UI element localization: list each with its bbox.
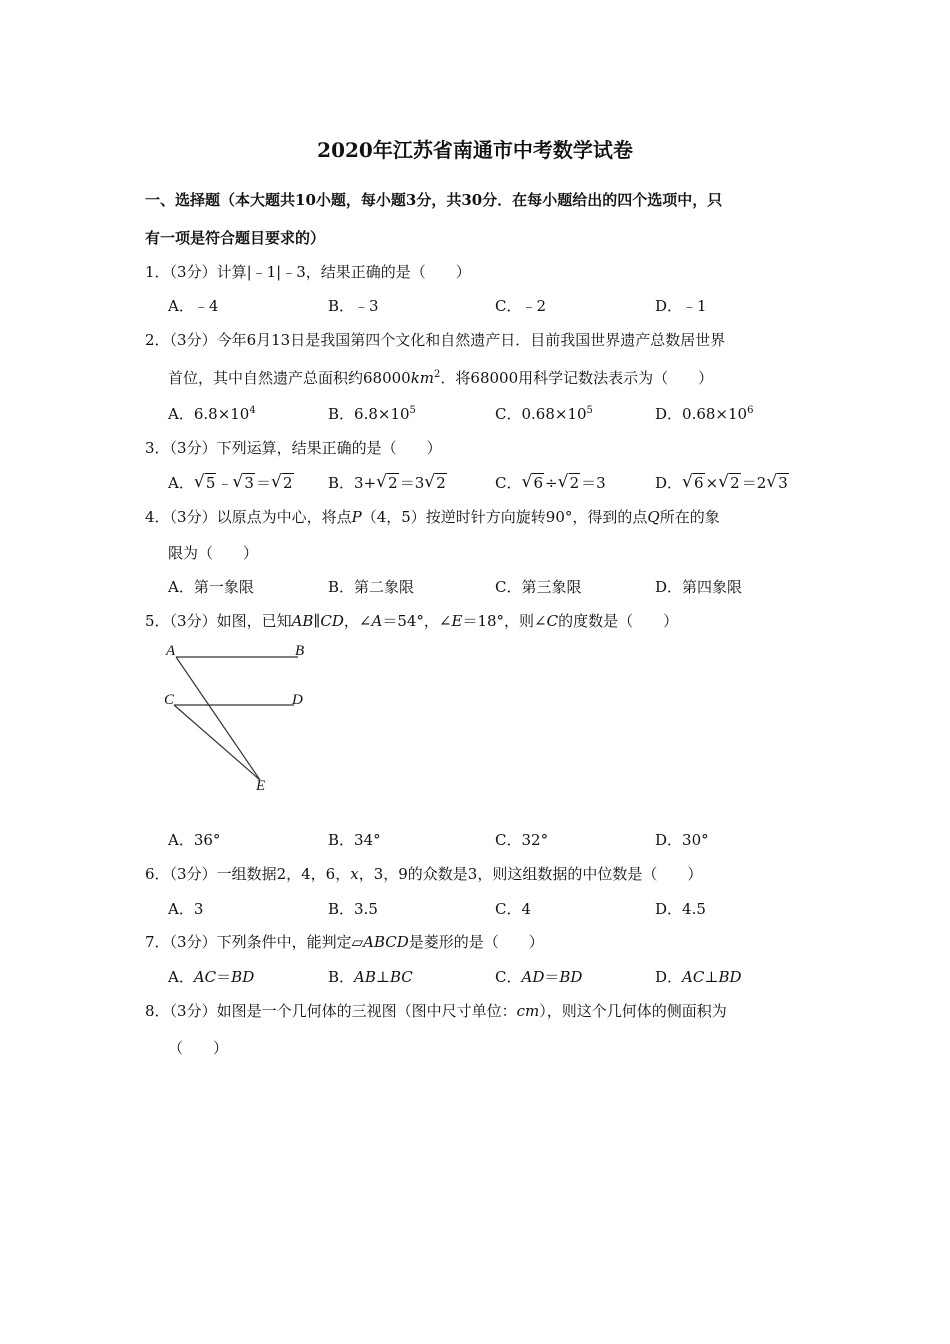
sqrt-symbol: √ 3 [232,472,254,492]
q6-option-d: D．4.5 [655,900,706,918]
section-header: 一、选择题（本大题共10小题，每小题3分，共30分．在每小题给出的四个选项中，只 [145,191,723,209]
label-a: A [166,643,176,659]
label-c: C [164,692,175,708]
label-e: E [256,778,266,794]
sqrt-symbol: √ 5 [193,472,216,492]
q1-option-c: C．﹣2 [495,297,547,315]
q7-option-d: D．AC⊥BD [655,968,742,986]
q5-option-b: B．34° [328,831,381,849]
question-4-stem: 4．（3分）以原点为中心，将点P（4，5）按逆时针方向旋转90°，得到的点Q所在的象 [145,508,720,526]
question-2-stem: 2．（3分）今年6月13日是我国第四个文化和自然遗产日．目前我国世界遗产总数居世界 [145,331,726,349]
parallel-lines-figure [160,638,320,798]
q7-option-c: C．AD＝BD [495,968,583,986]
q3-option-c: C． √ 6 ÷ √ 2 ＝3 [495,472,606,492]
sqrt-symbol: √ 2 [270,472,293,492]
question-4-stem-cont: 限为（ ） [168,544,259,562]
q2-option-d: D．$0.68\times 10^6$ [655,405,754,423]
q1-option-d: D．﹣1 [655,297,707,315]
q6-option-b: B．3.5 [328,900,378,918]
q5-option-a: A．36° [168,831,221,849]
q4-option-c: C．第三象限 [495,578,582,596]
q4-option-d: D．第四象限 [655,578,743,596]
q1-option-a: A．﹣4 [168,297,219,315]
question-6-stem: 6．（3分）一组数据2，4，6，x，3，9的众数是3，则这组数据的中位数是（ ） [145,865,703,883]
sqrt-symbol: √ 2 [718,472,740,492]
label-b: B [295,643,305,659]
label-d: D [292,692,303,708]
sqrt-symbol: √ 6 [682,472,704,492]
question-5-stem: 5．（3分）如图，已知AB∥CD，∠A＝54°，∠E＝18°，则∠C的度数是（ ） [145,612,679,630]
q4-option-a: A．第一象限 [168,578,254,596]
q7-option-a: A．AC＝BD [168,968,255,986]
sqrt-symbol: √ 6 [521,472,544,492]
q2-option-b: B．$6.8\times 10^5$ [328,405,416,423]
question-2-stem-cont: 首位，其中自然遗产总面积约$68000km^2$．将68000用科学记数法表示为（ ） [168,369,714,387]
q6-option-c: C．4 [495,900,532,918]
q4-option-b: B．第二象限 [328,578,415,596]
q2-option-c: C．$0.68\times 10^5$ [495,405,593,423]
question-3-stem: 3．（3分）下列运算，结果正确的是（ ） [145,439,442,457]
q2-option-a: A．$6.8\times 10^4$ [168,405,256,423]
q1-option-b: B．﹣3 [328,297,379,315]
q3-option-d: D． √ 6 × √ 2 ＝2 √ 3 [655,472,788,492]
question-7-stem: 7．（3分）下列条件中，能判定▱ABCD是菱形的是（ ） [145,933,544,951]
sqrt-symbol: √ 2 [557,472,580,492]
question-1-stem: 1．（3分）计算|﹣1|﹣3，结果正确的是（ ） [145,263,471,281]
q7-option-b: B．AB⊥BC [328,968,413,986]
q3-option-b: B．3+ √ 2 ＝3 √ 2 [328,472,446,492]
q6-option-a: A．3 [168,900,204,918]
question-8-stem-cont: （ ） [168,1039,229,1057]
page-title: 2020年江苏省南通市中考数学试卷 [317,138,633,162]
q3-option-a: A． √ 5 ﹣ √ 3 ＝ √ 2 [168,472,293,492]
q5-option-d: D．30° [655,831,709,849]
question-8-stem: 8．（3分）如图是一个几何体的三视图（图中尺寸单位：cm），则这个几何体的侧面积为 [145,1002,727,1020]
sqrt-symbol: √ 3 [766,472,788,492]
q5-option-c: C．32° [495,831,549,849]
section-header-cont: 有一项是符合题目要求的） [145,229,326,247]
sqrt-symbol: √ 2 [376,472,398,492]
sqrt-symbol: √ 2 [424,472,446,492]
